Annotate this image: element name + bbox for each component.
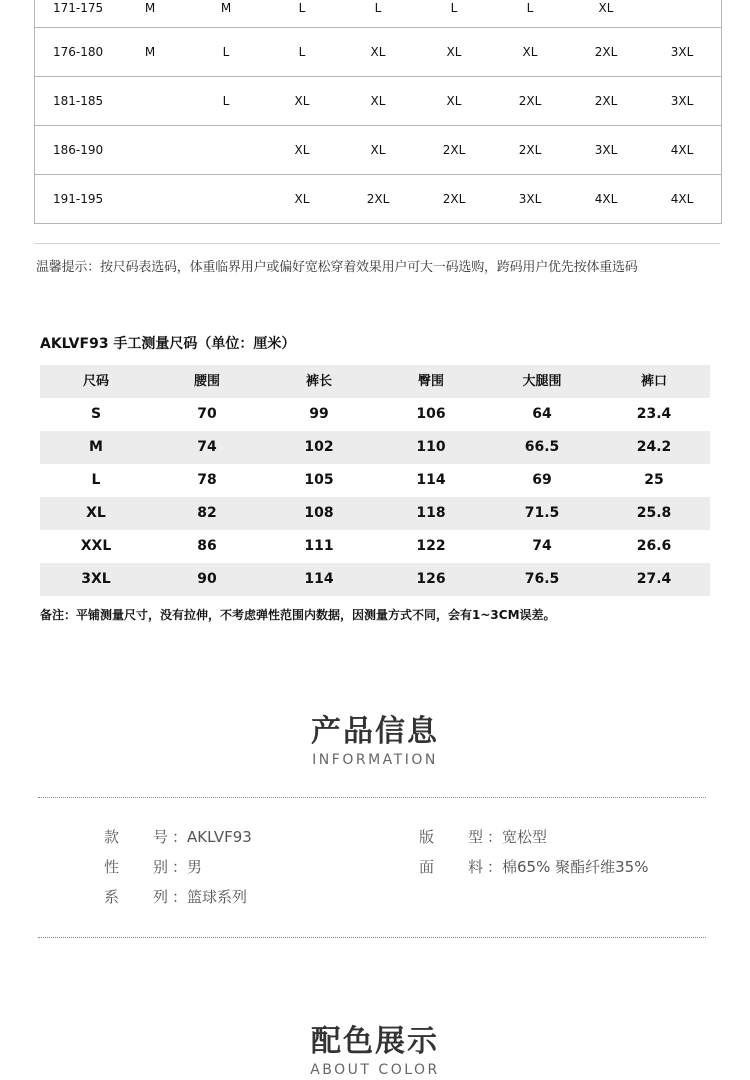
size-cell: L (526, 1, 534, 15)
table-cell: XXL (80, 538, 112, 554)
column-header: 尺码 (82, 374, 109, 389)
table-cell: 27.4 (636, 571, 672, 587)
info-value: 男 (187, 858, 203, 876)
section-title-info: 产品信息 (311, 714, 439, 749)
table-row (40, 398, 710, 431)
section-subtitle-info: INFORMATION (312, 752, 438, 768)
table-cell: 126 (416, 571, 446, 587)
info-field-series: 系列 ：篮球系列 (104, 888, 248, 906)
table-cell: 26.6 (636, 538, 672, 554)
table-cell: XL (86, 505, 106, 521)
dotted-divider (38, 937, 706, 938)
info-label: 面料 (419, 858, 483, 876)
table-cell: 25 (644, 472, 664, 488)
table-cell: S (90, 406, 102, 422)
info-label: 款号 (104, 828, 168, 846)
table-cell: M (89, 439, 103, 455)
size-cell: 4XL (594, 192, 618, 206)
size-cell: XL (522, 45, 538, 59)
size-cell: XL (370, 143, 386, 157)
info-field-style-no: 款号 ：AKLVF93 (104, 828, 252, 846)
size-cell: L (450, 1, 458, 15)
size-cell: 2XL (366, 192, 390, 206)
column-header: 裤长 (305, 374, 332, 389)
size-tip: 温馨提示：按尺码表选码，体重临界用户或偏好宽松穿着效果用户可大一码选购，跨码用户优先按体重选码 (36, 260, 638, 275)
size-cell: 3XL (670, 94, 694, 108)
size-cell: L (298, 1, 306, 15)
height-range: 176-180 (53, 45, 104, 59)
table-cell: 25.8 (636, 505, 672, 521)
table-cell: 23.4 (636, 406, 672, 422)
table-row (35, 126, 721, 175)
table-row (35, 28, 721, 77)
dotted-divider (38, 797, 706, 798)
table-cell: 102 (304, 439, 334, 455)
info-value: 棉65% 聚酯纤维35% (502, 858, 649, 876)
size-cell: XL (370, 94, 386, 108)
size-cell: M (144, 45, 156, 59)
table-cell: 114 (416, 472, 446, 488)
table-cell: 74 (197, 439, 217, 455)
table-cell: 90 (197, 571, 217, 587)
table-row (40, 497, 710, 530)
info-label: 系列 (104, 888, 168, 906)
table-cell: 69 (532, 472, 552, 488)
column-header: 大腿围 (522, 374, 562, 389)
table-cell: 82 (197, 505, 217, 521)
size-recommendation-table (34, 0, 722, 224)
info-field-gender: 性别 ：男 (104, 858, 203, 876)
info-label: 性别 (104, 858, 168, 876)
size-cell: XL (370, 45, 386, 59)
info-value: 篮球系列 (187, 888, 248, 906)
info-field-fit: 版型 ：宽松型 (419, 828, 548, 846)
size-cell: L (222, 94, 230, 108)
column-header: 腰围 (193, 374, 220, 389)
column-header: 裤口 (640, 374, 667, 389)
table-cell: 76.5 (524, 571, 560, 587)
size-cell: 2XL (442, 143, 466, 157)
height-range: 181-185 (53, 94, 104, 108)
size-cell: 2XL (442, 192, 466, 206)
size-cell: 4XL (670, 192, 694, 206)
table-row (35, 175, 721, 223)
table-cell: 108 (304, 505, 334, 521)
size-cell: XL (446, 94, 462, 108)
table-cell: 64 (532, 406, 552, 422)
size-cell: 4XL (670, 143, 694, 157)
table-cell: 70 (197, 406, 217, 422)
table-cell: 24.2 (636, 439, 672, 455)
size-cell: L (374, 1, 382, 15)
size-cell: 3XL (518, 192, 542, 206)
size-cell: 2XL (518, 94, 542, 108)
table-row (40, 530, 710, 563)
table-row (40, 464, 710, 497)
table-cell: 3XL (81, 571, 111, 587)
table-cell: 106 (416, 406, 446, 422)
size-cell: 2XL (594, 45, 618, 59)
size-cell: L (222, 45, 230, 59)
info-label: 版型 (419, 828, 483, 846)
table-cell: L (91, 472, 101, 488)
size-cell: XL (294, 192, 310, 206)
size-cell: 3XL (594, 143, 618, 157)
size-cell: M (220, 1, 232, 15)
size-cell: XL (294, 143, 310, 157)
height-range: 191-195 (53, 192, 104, 206)
table-cell: 114 (304, 571, 334, 587)
size-cell: M (144, 1, 156, 15)
table-cell: 78 (197, 472, 217, 488)
height-range: 186-190 (53, 143, 104, 157)
section-title-color: 配色展示 (311, 1024, 439, 1059)
info-value: AKLVF93 (187, 828, 252, 846)
info-field-fabric: 面料 ：棉65% 聚酯纤维35% (419, 858, 649, 876)
measure-title: AKLVF93 手工测量尺码（单位：厘米） (40, 336, 296, 352)
table-cell: 66.5 (524, 439, 560, 455)
table-cell: 99 (309, 406, 329, 422)
size-cell: XL (598, 1, 614, 15)
table-header-row (40, 365, 710, 398)
table-cell: 86 (197, 538, 217, 554)
table-row (40, 431, 710, 464)
section-subtitle-color: ABOUT COLOR (310, 1062, 440, 1078)
height-range: 171-175 (53, 1, 104, 15)
table-row (35, 77, 721, 126)
table-cell: 111 (304, 538, 334, 554)
size-cell: 2XL (594, 94, 618, 108)
table-cell: 122 (416, 538, 446, 554)
table-cell: 118 (416, 505, 446, 521)
measure-note: 备注：平铺测量尺寸，没有拉伸，不考虑弹性范围内数据，因测量方式不同，会有1~3CM误差。 (40, 608, 556, 622)
size-cell: L (298, 45, 306, 59)
divider (34, 243, 720, 244)
table-row (40, 563, 710, 596)
table-cell: 71.5 (524, 505, 560, 521)
size-cell: 3XL (670, 45, 694, 59)
table-cell: 74 (532, 538, 552, 554)
size-cell: XL (294, 94, 310, 108)
table-cell: 105 (304, 472, 334, 488)
size-cell: XL (446, 45, 462, 59)
measurement-table (40, 365, 710, 596)
info-value: 宽松型 (502, 828, 548, 846)
column-header: 臀围 (417, 374, 444, 389)
size-cell: 2XL (518, 143, 542, 157)
table-row (35, 0, 721, 28)
table-cell: 110 (416, 439, 446, 455)
